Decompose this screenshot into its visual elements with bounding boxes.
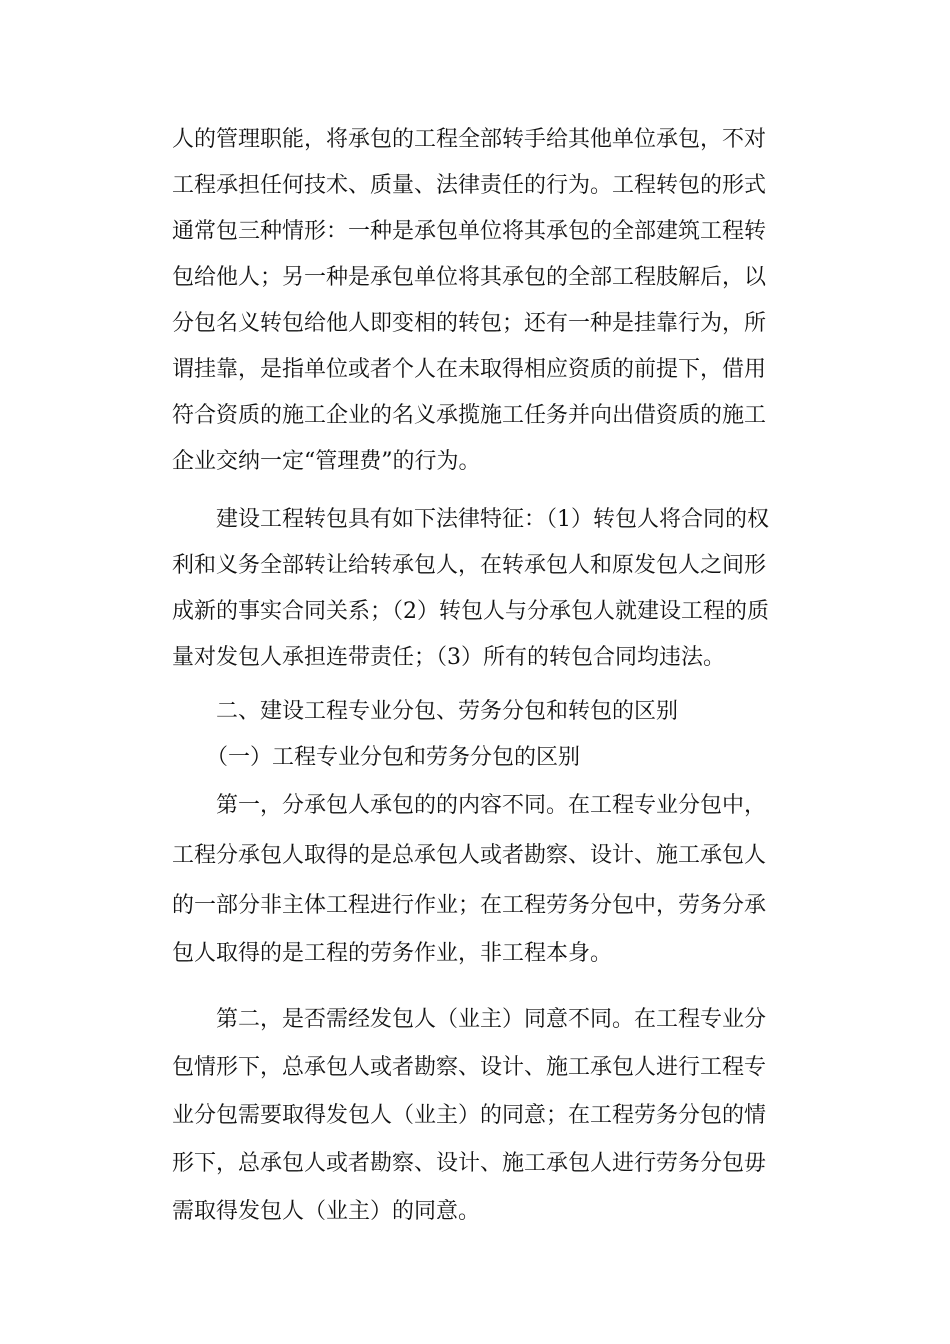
- body-text-line: 包给他人；另一种是承包单位将其承包的全部工程肢解后，以: [172, 265, 767, 290]
- body-text-line: 成新的事实合同关系；（2）转包人与分承包人就建设工程的质: [172, 599, 769, 624]
- body-text-line: 分包名义转包给他人即变相的转包；还有一种是挂靠行为，所: [172, 311, 767, 336]
- body-text-line: 通常包三种情形：一种是承包单位将其承包的全部建筑工程转: [172, 219, 767, 244]
- paragraph-first-line: 建设工程转包具有如下法律特征：（1）转包人将合同的权: [216, 507, 769, 532]
- body-text-line: 业分包需要取得发包人（业主）的同意；在工程劳务分包的情: [172, 1103, 767, 1128]
- body-text-line: 工程分承包人取得的是总承包人或者勘察、设计、施工承包人: [172, 843, 767, 868]
- body-text-line: 谓挂靠，是指单位或者个人在未取得相应资质的前提下，借用: [172, 357, 767, 382]
- section-heading: 二、建设工程专业分包、劳务分包和转包的区别: [216, 699, 679, 724]
- body-text-line: 利和义务全部转让给转承包人，在转承包人和原发包人之间形: [172, 553, 767, 578]
- paragraph-first-line: 第二，是否需经发包人（业主）同意不同。在工程专业分: [216, 1007, 767, 1032]
- body-text-line: 包情形下，总承包人或者勘察、设计、施工承包人进行工程专: [172, 1055, 767, 1080]
- body-text-line: 包人取得的是工程的劳务作业，非工程本身。: [172, 941, 613, 966]
- paragraph-first-line: 第一，分承包人承包的的内容不同。在工程专业分包中，: [216, 793, 767, 818]
- body-text-line: 人的管理职能，将承包的工程全部转手给其他单位承包，不对: [172, 127, 767, 152]
- body-text-line: 符合资质的施工企业的名义承揽施工任务并向出借资质的施工: [172, 403, 767, 428]
- body-text-line: 需取得发包人（业主）的同意。: [172, 1199, 481, 1224]
- subsection-heading: （一）工程专业分包和劳务分包的区别: [206, 745, 581, 770]
- body-text-line: 企业交纳一定“管理费”的行为。: [172, 449, 481, 474]
- body-text-line: 形下，总承包人或者勘察、设计、施工承包人进行劳务分包毋: [172, 1151, 767, 1176]
- body-text-line: 工程承担任何技术、质量、法律责任的行为。工程转包的形式: [172, 173, 767, 198]
- body-text-line: 的一部分非主体工程进行作业；在工程劳务分包中，劳务分承: [172, 893, 767, 918]
- body-text-line: 量对发包人承担连带责任；（3）所有的转包合同均违法。: [172, 645, 725, 670]
